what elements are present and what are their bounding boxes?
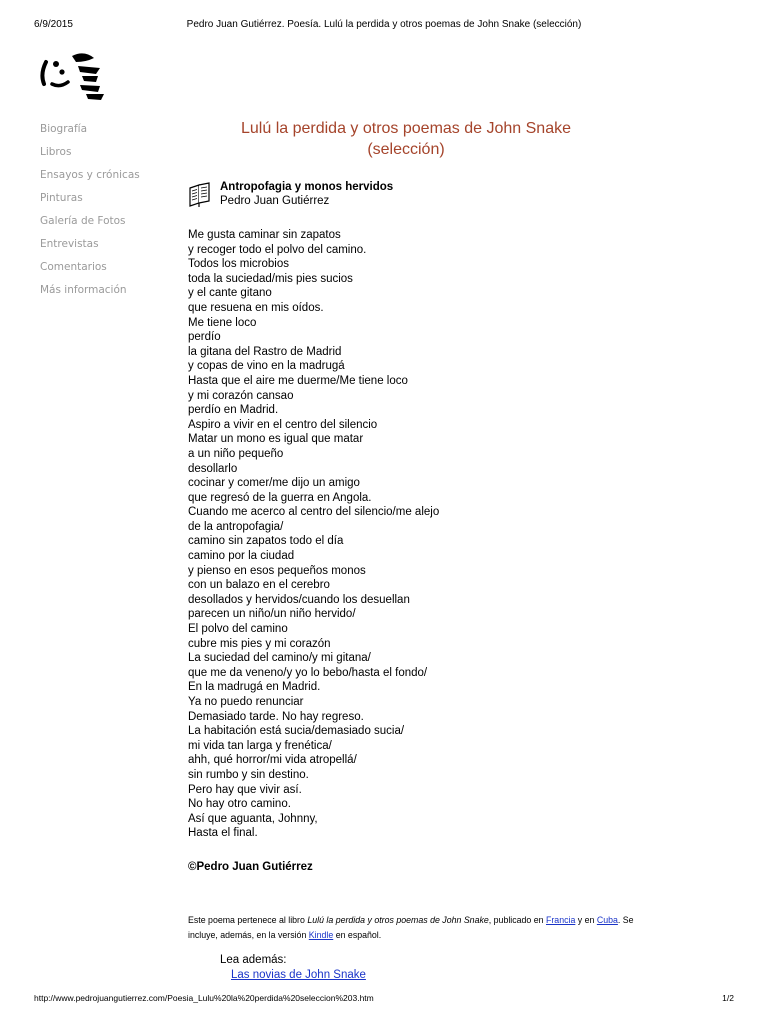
poem-line: de la antropofagia/ (188, 520, 284, 533)
poem-line: perdío (188, 331, 221, 344)
poem-line: desollados y hervidos/cuando los desuellan (188, 593, 410, 606)
print-footer-url: http://www.pedrojuangutierrez.com/Poesia_Lulu%20la%20perdida%20seleccion%203.htm (34, 993, 374, 1003)
print-header-title: Pedro Juan Gutiérrez. Poesía. Lulú la perdida y otros poemas de John Snake (selección) (186, 19, 582, 30)
poem-line: Me gusta caminar sin zapatos (188, 229, 341, 241)
poem-line: Demasiado tarde. No hay regreso. (188, 710, 364, 723)
poem-line: y pienso en esos pequeños monos (188, 564, 366, 577)
poem-line: Matar un mono es igual que matar (188, 433, 364, 446)
poem-line: que me da veneno/y yo lo bebo/hasta el fondo/ (188, 666, 428, 679)
poem-line: y copas de vino en la madrugá (188, 360, 345, 373)
copyright-line: ©Pedro Juan Gutiérrez (188, 861, 313, 873)
site-logo[interactable] (38, 50, 108, 102)
poem-line: la gitana del Rastro de Madrid (188, 345, 342, 358)
poem-line: y el cante gitano (188, 287, 272, 300)
link-kindle[interactable]: Kindle (308, 930, 334, 940)
poem-line: ahh, qué horror/mi vida atropellá/ (188, 754, 357, 767)
poem-line: Me tiene loco (188, 316, 257, 329)
note-text: en español. (333, 930, 382, 940)
nav-item-entrevistas[interactable]: Entrevistas (40, 238, 99, 250)
poem-line: toda la suciedad/mis pies sucios (188, 272, 353, 285)
nav-item-galeria[interactable]: Galería de Fotos (40, 215, 126, 227)
poem-line: a un niño pequeño (188, 447, 284, 460)
poem-author: Pedro Juan Gutiérrez (220, 195, 330, 207)
poem-line: cubre mis pies y mi corazón (188, 637, 331, 650)
print-date: 6/9/2015 (34, 19, 73, 30)
nav-item-biografia[interactable]: Biografía (40, 123, 88, 135)
nav-item-ensayos[interactable]: Ensayos y crónicas (40, 169, 140, 181)
poem-line: mi vida tan larga y frenética/ (188, 739, 332, 752)
note-text: . Se incluye, además, en la versión (188, 915, 634, 940)
poem-line: parecen un niño/un niño hervido/ (188, 608, 356, 621)
poem-line: y recoger todo el polvo del camino. (188, 243, 367, 256)
poem-line: Hasta el final. (188, 827, 258, 840)
poem-line: perdío en Madrid. (188, 404, 279, 417)
poem-line: Ya no puedo renunciar (188, 696, 304, 708)
poem-line: Así que aguanta, Johnny, (188, 812, 318, 825)
poem-body (188, 228, 439, 841)
open-book-icon (188, 182, 212, 208)
page-title (188, 118, 624, 160)
page-title-line-2: (selección) (367, 141, 445, 158)
poem-line: No hay otro camino. (188, 798, 291, 811)
poem-line: camino por la ciudad (188, 550, 295, 563)
poem-line: La habitación está sucia/demasiado sucia/ (188, 725, 405, 738)
read-more-link[interactable]: Las novias de John Snake (231, 969, 366, 981)
note-text: y en (575, 915, 597, 925)
poem-line: Aspiro a vivir en el centro del silencio (188, 418, 378, 431)
poem-line: En la madrugá en Madrid. (188, 681, 321, 694)
note-text: Este poema pertenece al libro (188, 915, 308, 925)
poem-line: desollarlo (188, 462, 238, 475)
read-more (220, 953, 366, 983)
print-page-number: 1/2 (722, 993, 734, 1003)
poem-line: Pero hay que vivir así. (188, 783, 302, 796)
note-text: , publicado en (488, 915, 546, 925)
poem-line: con un balazo en el cerebro (188, 579, 330, 592)
poem-line: Hasta que el aire me duerme/Me tiene loco (188, 374, 408, 387)
nav-item-libros[interactable]: Libros (40, 146, 72, 158)
link-cuba[interactable]: Cuba (596, 915, 618, 925)
poem-line: camino sin zapatos todo el día (188, 535, 344, 548)
page-title-line-1: Lulú la perdida y otros poemas de John Snake (241, 120, 571, 137)
read-more-label: Lea además: (220, 954, 287, 966)
note-book-title: Lulú la perdida y otros poemas de John Snake (307, 915, 489, 925)
poem-line: Todos los microbios (188, 258, 289, 271)
poem-line: La suciedad del camino/y mi gitana/ (188, 652, 371, 665)
poem-line: Cuando me acerco al centro del silencio/me alejo (188, 506, 440, 519)
poem-line: que resuena en mis oídos. (188, 301, 324, 314)
poem-line: cocinar y comer/me dijo un amigo (188, 477, 360, 490)
link-francia[interactable]: Francia (546, 915, 576, 925)
poem-line: y mi corazón cansao (188, 389, 294, 402)
nav-item-pinturas[interactable]: Pinturas (40, 192, 83, 204)
poem-line: sin rumbo y sin destino. (188, 768, 309, 781)
nav-item-comentarios[interactable]: Comentarios (40, 261, 107, 273)
poem-line: que regresó de la guerra en Angola. (188, 491, 372, 504)
sidebar-nav (40, 120, 180, 304)
poem-line: El polvo del camino (188, 623, 288, 636)
poem-title: Antropofagia y monos hervidos (220, 181, 394, 193)
book-note (188, 913, 658, 943)
nav-item-mas-informacion[interactable]: Más información (40, 284, 127, 296)
